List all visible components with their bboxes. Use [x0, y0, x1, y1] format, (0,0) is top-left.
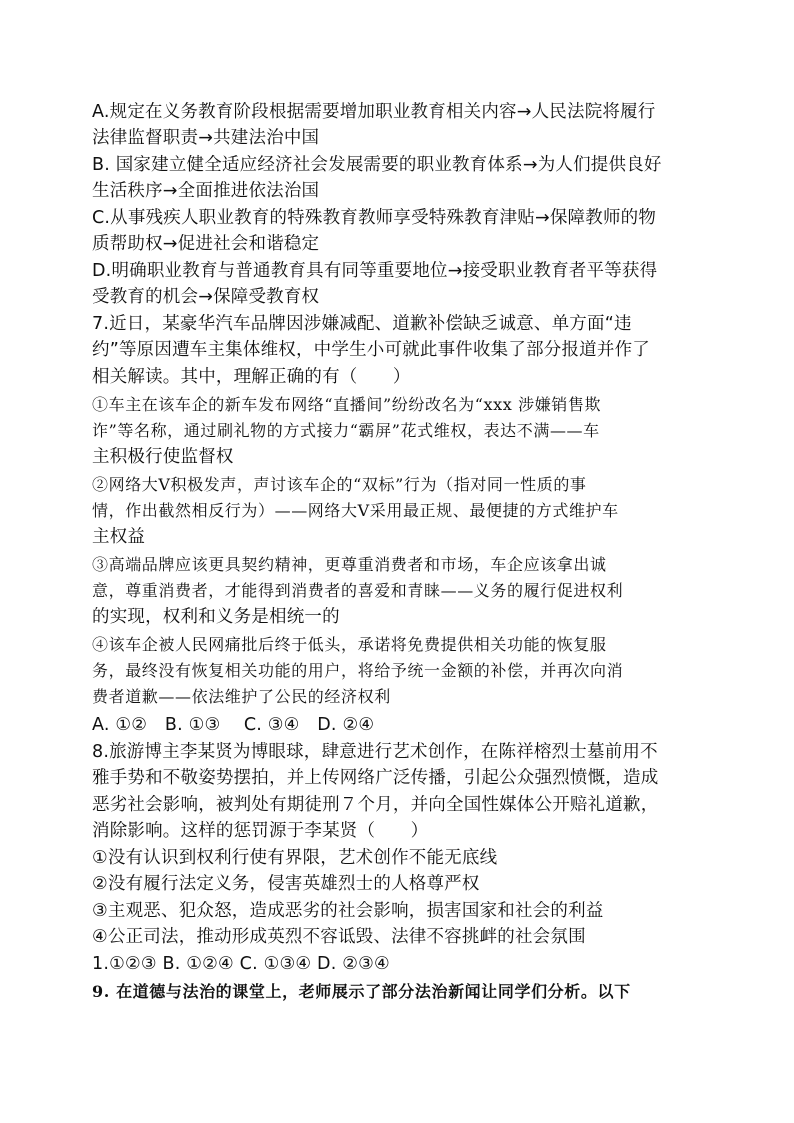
q7-item2-line3: 主权益 — [92, 527, 146, 547]
q7-stem-line3: 相关解读。其中，理解正确的有（ ） — [92, 367, 411, 387]
q7-item4-line1: ④该车企被人民网痛批后终于低头，承诺将免费提供相关功能的恢复服 — [92, 635, 607, 654]
q6-option-b-line1: B. 国家建立健全适应经济社会发展需要的职业教育体系→为人们提供良好 — [92, 155, 662, 175]
q7-stem-line1: 7.近日，某豪华汽车品牌因涉嫌减配、道歉补偿缺乏诚意、单方面“违 — [92, 314, 632, 334]
q7-item1-line1: ①车主在该车企的新车发布网络“直播间”纷纷改名为“xxx 涉嫌销售欺 — [92, 395, 602, 414]
q8-item4: ④公正司法，推动形成英烈不容诋毁、法律不容挑衅的社会氛围 — [92, 927, 586, 947]
q8-item1: ①没有认识到权利行使有界限，艺术创作不能无底线 — [92, 848, 498, 868]
q8-item3: ③主观恶、犯众怒，造成恶劣的社会影响，损害国家和社会的利益 — [92, 901, 604, 921]
q7-item3-line3: 的实现，权利和义务是相统一的 — [92, 607, 340, 627]
q7-item3-line1: ③高端品牌应该更具契约精神，更尊重消费者和市场，车企应该拿出诚 — [92, 555, 607, 574]
q7-item2-line1: ②网络大V积极发声，声讨该车企的“双标”行为（指对同一性质的事 — [92, 475, 587, 494]
q8-stem-line4: 消除影响。这样的惩罚源于李某贤（ ） — [92, 821, 429, 841]
q6-option-c-line1: C.从事残疾人职业教育的特殊教育教师享受特殊教育津贴→保障教师的物 — [92, 208, 657, 228]
q7-item4-line2: 务，最终没有恢复相关功能的用户，将给予统一金额的补偿，并再次向消 — [92, 661, 624, 680]
q6-option-a-line2: 法律监督职责→共建法治中国 — [92, 128, 320, 148]
q7-item2-line2: 情，作出截然相反行为）——网络大Ⅴ采用最正规、最便捷的方式维护车 — [92, 501, 619, 520]
q8-stem-line3: 恶劣社会影响，被判处有期徒刑７个月，并向全国性媒体公开赔礼道歉， — [92, 795, 659, 815]
q6-option-a-line1: A.规定在义务教育阶段根据需要增加职业教育相关内容→人民法院将履行 — [92, 102, 656, 122]
q7-item1-line3: 主积极行使监督权 — [92, 447, 234, 467]
q7-item3-line2: 意，尊重消费者，才能得到消费者的喜爱和青睐——义务的履行促进权利 — [92, 581, 624, 600]
q6-option-c-line2: 质帮助权→促进社会和谐稳定 — [92, 234, 320, 254]
q6-option-d-line1: D.明确职业教育与普通教育具有同等重要地位→接受职业教育者平等获得 — [92, 261, 658, 281]
q7-item1-line2: 诈”等名称，通过刷礼物的方式接力“霸屏”花式维权，表达不满——车 — [92, 421, 600, 440]
q7-answer-choices: A. ①② B. ①③ C. ③④ D. ②④ — [92, 715, 375, 735]
q6-option-b-line2: 生活秩序→全面推进依法治国 — [92, 181, 320, 201]
q8-item2: ②没有履行法定义务，侵害英雄烈士的人格尊严权 — [92, 874, 480, 894]
q8-answer-choices: 1.①②③ B. ①②④ C. ①③④ D. ②③④ — [92, 954, 390, 974]
q8-stem-line2: 雅手势和不敬姿势摆拍，并上传网络广泛传播，引起公众强烈愤慨，造成 — [92, 768, 659, 788]
q8-stem-line1: 8.旅游博主李某贤为博眼球，肆意进行艺术创作，在陈祥榕烈士墓前用不 — [92, 742, 658, 762]
q7-item4-line3: 费者道歉——依法维护了公民的经济权利 — [92, 687, 391, 706]
q6-option-d-line2: 受教育的机会→保障受教育权 — [92, 287, 320, 307]
q7-stem-line2: 约”等原因遭车主集体维权，中学生小可就此事件收集了部分报道并作了 — [92, 340, 650, 360]
q9-stem-line1: 9. 在道德与法治的课堂上，老师展示了部分法治新闻让同学们分析。以下 — [92, 982, 631, 1001]
